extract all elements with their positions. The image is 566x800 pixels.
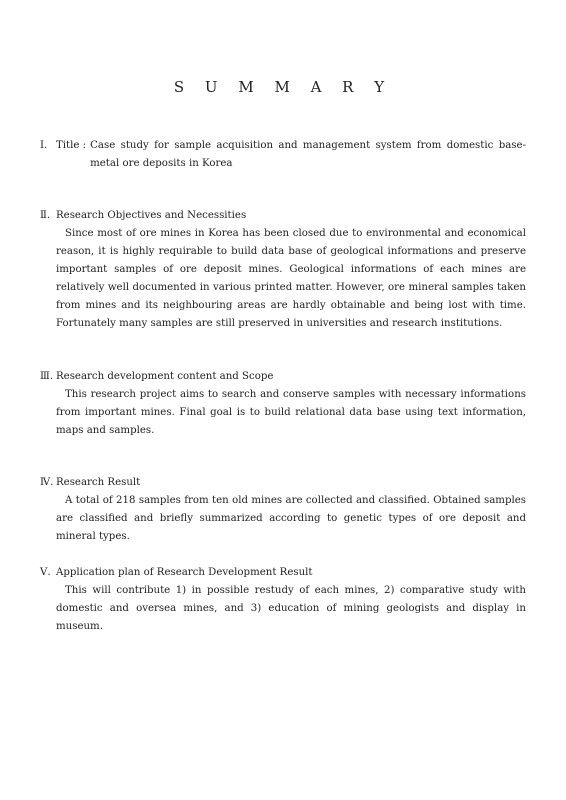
section-heading: Research Result [56,477,141,488]
section-label: Title : [56,140,87,151]
section-text: Case study for sample acquisition and management system from domestic base-metal ore deposits in Korea [90,140,526,169]
section-heading: Research development content and Scope [56,371,274,382]
section-content-scope [40,368,526,440]
section-text: This will contribute 1) in possible restudy of each mines, 2) comparative study with domestic and oversea mines, and 3) education of mining geologists and display in museum. [56,585,526,632]
section-result [40,474,526,546]
section-numeral: Ⅲ. [40,371,54,382]
section-heading: Research Objectives and Necessities [56,210,247,221]
section-text: This research project aims to search and conserve samples with necessary informations from important mines. Final goal is to build relational data base using text information, maps and samples. [56,389,526,436]
section-objectives [40,207,526,333]
section-numeral: Ⅴ. [40,567,51,578]
section-numeral: Ⅳ. [40,477,54,488]
section-numeral: Ⅱ. [40,210,51,221]
section-heading: Application plan of Research Development Result [56,567,313,578]
page-title: S U M M A R Y [173,78,393,96]
section-text: Since most of ore mines in Korea has been closed due to environmental and economical reason, it is highly requirable to build data base of geological informations and preserve important samples of ore deposit mines. Geological informations of each mines are relatively well documented in various printed matter. However, ore mineral samples taken from mines and its neighbouring areas are hardly obtainable and being lost with time. Fortunately many samples are still preserved in universities and research institutions. [56,228,526,329]
section-application [40,564,526,636]
section-numeral: Ⅰ. [40,140,48,151]
section-text: A total of 218 samples from ten old mines are collected and classified. Obtained samples are classified and briefly summarized according to genetic types of ore deposit and mineral types. [56,495,526,542]
section-title [40,137,526,173]
